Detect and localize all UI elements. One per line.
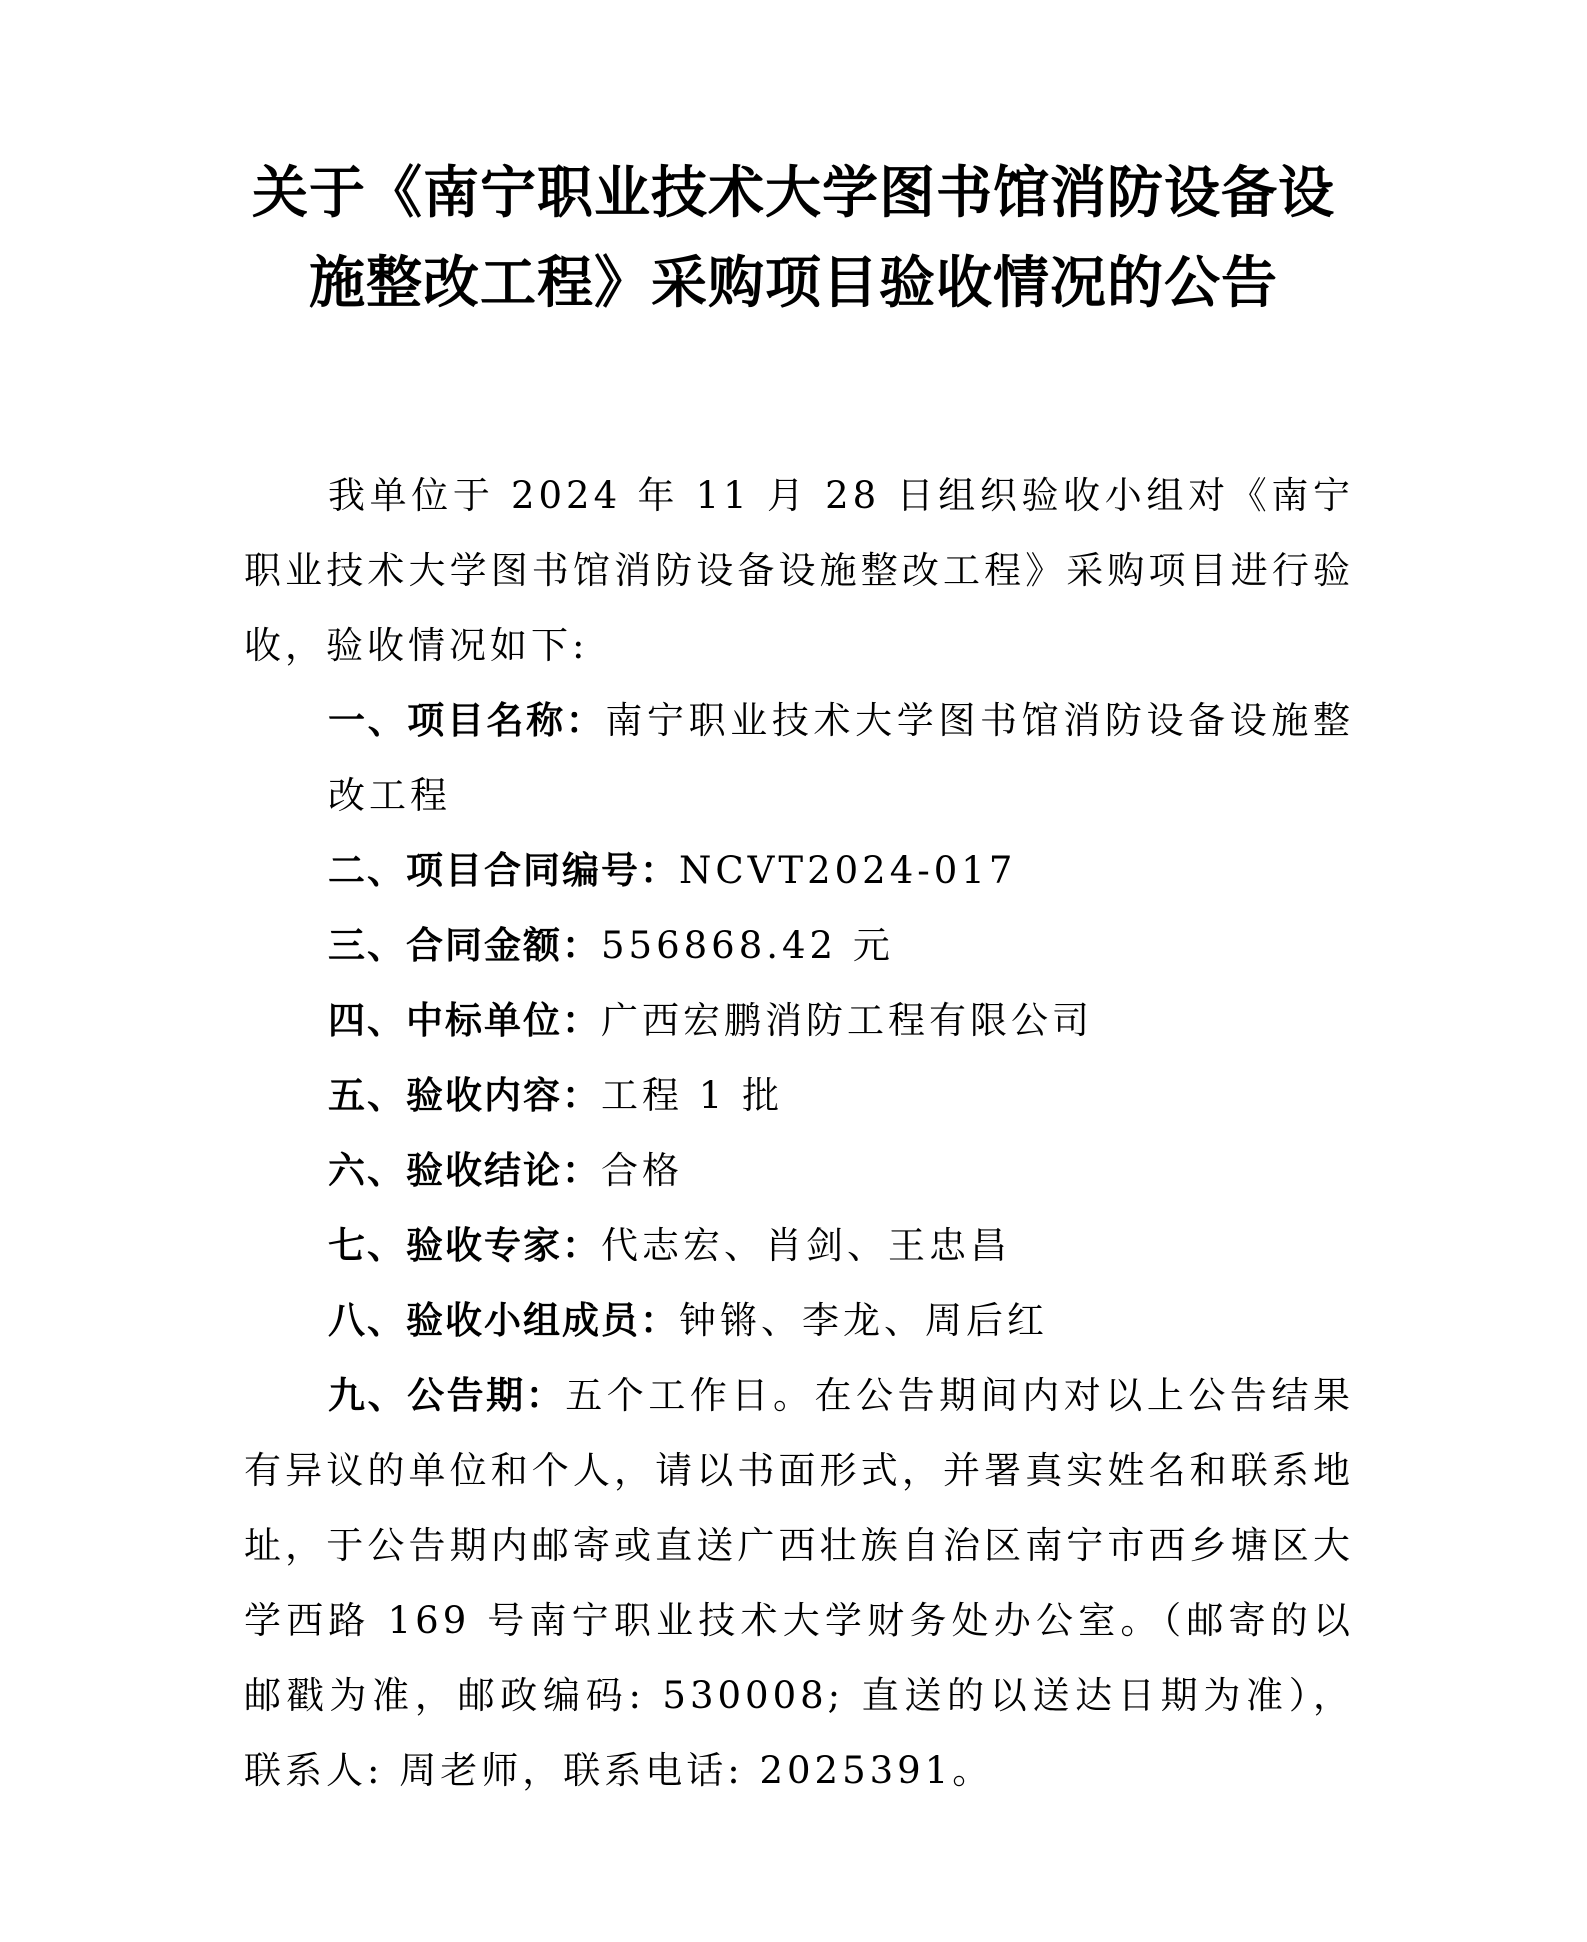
item-value: 广西宏鹏消防工程有限公司: [601, 999, 1093, 1042]
intro-paragraph: 我单位于 2024 年 11 月 28 日组织验收小组对《南宁职业技术大学图书馆消防设备设施整改工程》采购项目进行验收，验收情况如下:: [244, 474, 1354, 667]
item-label: 二、项目合同编号：: [328, 849, 679, 892]
item-notice-period: [244, 1358, 1354, 1808]
item-acceptance-conclusion: [244, 1133, 1354, 1208]
item-value: 五个工作日。在公告期间内对以上公告结果有异议的单位和个人，请以书面形式，并署真实姓名和联系地址，于公告期内邮寄或直送广西壮族自治区南宁市西乡塘区大学西路 169 号南宁职业技术大学财务处办公室。（邮寄的以邮戳为准，邮政编码: 530008; 直送的以送达日期为准），联系人: 周老师，联系电话: 2025391。: [244, 1374, 1354, 1792]
item-value: 合格: [601, 1149, 683, 1192]
item-value: 南宁职业技术大学图书馆消防设备设施整改工程: [328, 699, 1354, 817]
item-label: 九、公告期：: [328, 1374, 566, 1417]
item-label: 六、验收结论：: [328, 1149, 601, 1192]
document-title: [200, 148, 1387, 328]
title-line-1: 关于《南宁职业技术大学图书馆消防设备设: [252, 160, 1335, 226]
item-value: 钟锵、李龙、周后红: [679, 1299, 1048, 1342]
item-label: 八、验收小组成员：: [328, 1299, 679, 1342]
item-project-name: [244, 683, 1354, 833]
item-label: 三、合同金额：: [328, 924, 601, 967]
document-body: [244, 458, 1354, 1808]
item-value: 代志宏、肖剑、王忠昌: [601, 1224, 1011, 1267]
item-value: NCVT2024-017: [679, 849, 1017, 892]
item-label: 一、项目名称：: [328, 699, 606, 742]
item-acceptance-experts: [244, 1208, 1354, 1283]
item-contract-number: [244, 833, 1354, 908]
item-label: 七、验收专家：: [328, 1224, 601, 1267]
item-label: 四、中标单位：: [328, 999, 601, 1042]
item-value: 工程 1 批: [601, 1074, 784, 1117]
item-label: 五、验收内容：: [328, 1074, 601, 1117]
item-value: 556868.42 元: [601, 924, 894, 967]
title-line-2: 施整改工程》采购项目验收情况的公告: [309, 250, 1278, 316]
item-acceptance-team: [244, 1283, 1354, 1358]
item-acceptance-content: [244, 1058, 1354, 1133]
item-contract-amount: [244, 908, 1354, 983]
item-winning-bidder: [244, 983, 1354, 1058]
